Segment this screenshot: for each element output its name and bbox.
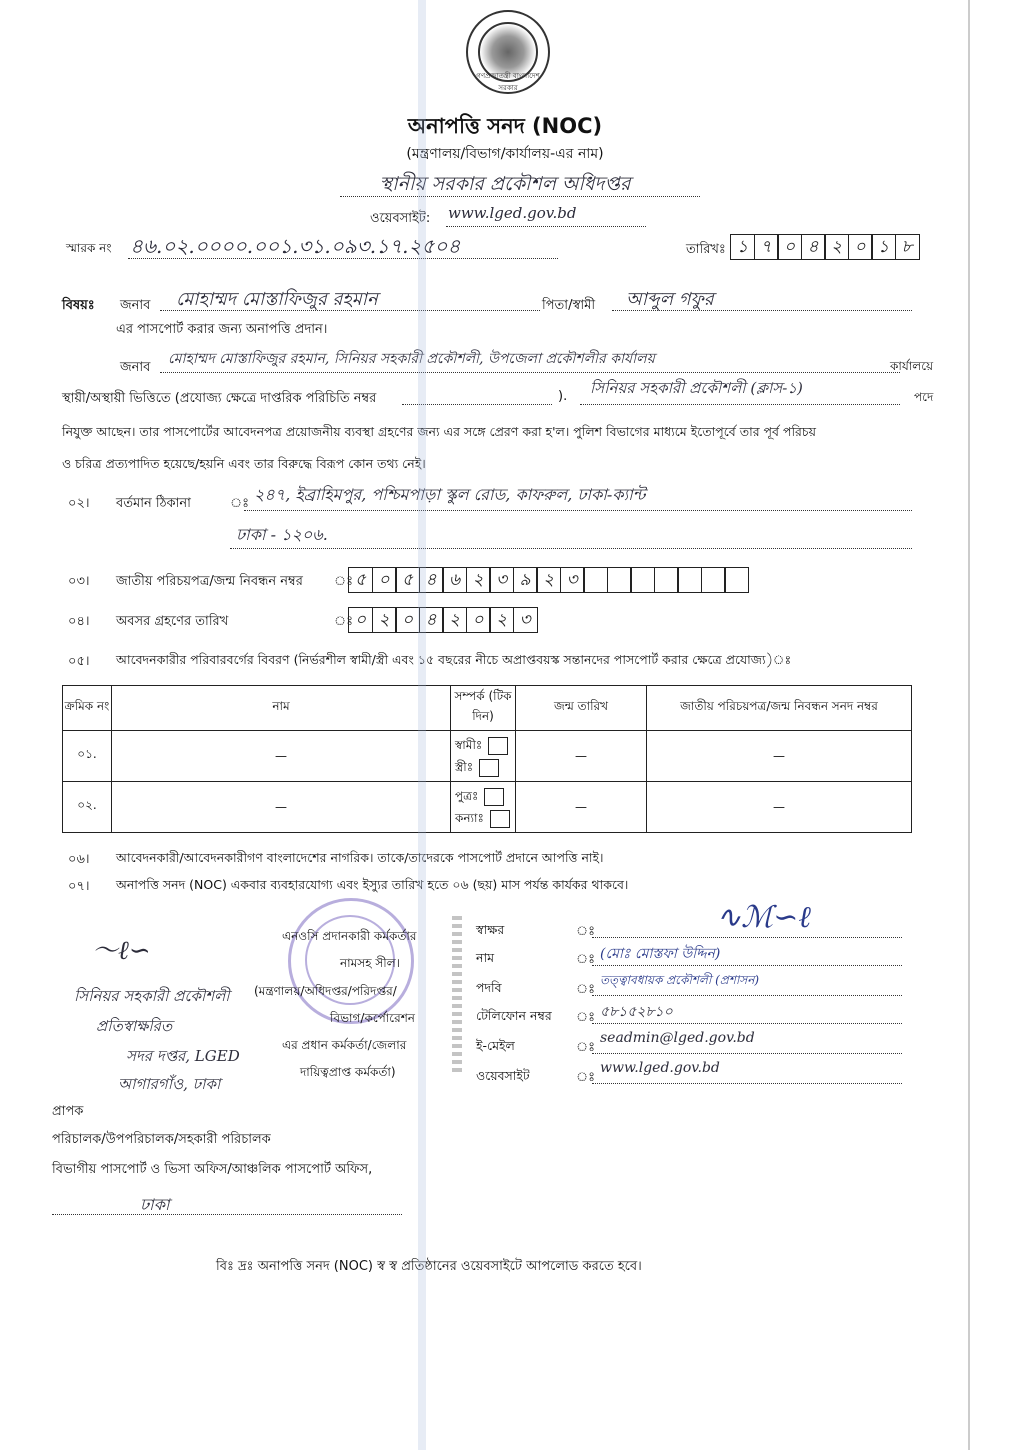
- hand-note-line-2: প্রতিস্বাক্ষরিত: [96, 1017, 173, 1035]
- date-label: তারিখঃ: [686, 242, 726, 257]
- digit-box: ১: [871, 234, 896, 260]
- signatory-field-value: ৫৮১৫২৮১০: [600, 1004, 673, 1020]
- digit-box: ৪: [419, 567, 444, 593]
- signatory-field-value: (মোঃ মোস্তফা উদ্দিন): [600, 946, 721, 962]
- address-label: বর্তমান ঠিকানা: [116, 496, 191, 511]
- digit-box: [607, 567, 632, 593]
- hand-note-line-1: সিনিয়র সহকারী প্রকৌশলী: [74, 987, 230, 1005]
- signatory-field-value: seadmin@lged.gov.bd: [600, 1030, 755, 1046]
- digit-box: ২: [372, 607, 397, 633]
- signatory-line-4: বিভাগ/কর্পোরেশন: [330, 1011, 415, 1025]
- scan-edge-line: [968, 0, 970, 1450]
- item-2-number: ০২।: [68, 496, 90, 511]
- document-subtitle: (মন্ত্রণালয়/বিভাগ/কার্যালয়-এর নাম): [406, 146, 604, 162]
- subject-line2: এর পাসপোর্ট করার জন্য অনাপত্তি প্রদান।: [116, 322, 328, 337]
- signatory-line-6: দায়িত্বপ্রাপ্ত কর্মকর্তা): [300, 1065, 396, 1079]
- digit-box: ০: [848, 234, 873, 260]
- officer-signature: ∿ℳ∽ℓ: [716, 900, 811, 935]
- signatory-field-value: www.lged.gov.bd: [600, 1060, 720, 1076]
- signatory-line-5: এর প্রধান কর্মকর্তা/জেলার: [282, 1038, 407, 1052]
- nid-boxes: [348, 567, 748, 593]
- father-label: পিতা/স্বামী: [542, 298, 596, 313]
- memo-label: স্মারক নং: [66, 241, 112, 255]
- signatory-field-colon: ঃ: [576, 1040, 596, 1055]
- janab-label-2: জনাব: [120, 360, 151, 375]
- office-suffix: কার্যালয়ে: [890, 359, 934, 373]
- government-seal: [466, 10, 550, 94]
- digit-box: ৩: [560, 567, 585, 593]
- digit-box: ৮: [895, 234, 920, 260]
- digit-box: ২: [824, 234, 849, 260]
- digit-box: [677, 567, 702, 593]
- husband-checkbox[interactable]: [488, 737, 508, 755]
- header-serial: ক্রমিক নং: [63, 686, 112, 731]
- family-table-header: [63, 686, 912, 731]
- row-nid: —: [647, 782, 912, 833]
- digit-box: [583, 567, 608, 593]
- digit-box: ০: [348, 607, 373, 633]
- digit-box: ৪: [419, 607, 444, 633]
- janab-label: জনাব: [120, 298, 151, 313]
- signatory-field-label: ই-মেইল: [476, 1038, 515, 1053]
- retirement-colon: ঃ: [334, 614, 354, 629]
- countersign-scribble: 〜ℓ∽: [92, 936, 151, 966]
- table-row: [63, 782, 912, 833]
- relation-wife-label: স্ত্রীঃ: [455, 760, 474, 774]
- footer-note: বিঃ দ্রঃ অনাপত্তি সনদ (NOC) স্ব স্ব প্রতিষ্ঠানের ওয়েবসাইটে আপলোড করতে হবে।: [216, 1259, 642, 1274]
- website-label: ওয়েবসাইট:: [370, 211, 431, 226]
- address-line-1: ২৪৭, ইব্রাহিমপুর, পশ্চিমপাড়া স্কুল রোড, কাফরুল, ঢাকা-ক্যান্ট: [254, 485, 646, 504]
- digit-box: ৫: [348, 567, 373, 593]
- pode-label: পদে: [914, 390, 934, 404]
- digit-box: ৯: [513, 567, 538, 593]
- designation: সিনিয়র সহকারী প্রকৌশলী (ক্লাস-১): [590, 379, 803, 397]
- digit-box: ১: [730, 234, 755, 260]
- signatory-field-colon: ঃ: [576, 1010, 596, 1025]
- digit-box: [654, 567, 679, 593]
- table-row: [63, 731, 912, 782]
- row-serial: ০১.: [63, 731, 112, 782]
- website-value: www.lged.gov.bd: [448, 204, 577, 222]
- signatory-field-label: স্বাক্ষর: [476, 922, 505, 937]
- officer-details: মোহাম্মদ মোস্তাফিজুর রহমান, সিনিয়র সহকারী প্রকৌশলী, উপজেলা প্রকৌশলীর কার্যালয়: [168, 351, 655, 367]
- signatory-field-colon: ঃ: [576, 1070, 596, 1085]
- digit-box: ২: [442, 607, 467, 633]
- signatory-line-1: এনওসি প্রদানকারী কর্মকর্তার: [282, 929, 417, 943]
- item-7-number: ০৭।: [68, 879, 90, 894]
- subject-line6: ও চরিত্র প্রত্যপাদিত হয়েছে/হয়নি এবং তার বিরুদ্ধে বিরূপ কোন তথ্য নেই।: [62, 456, 426, 471]
- signatory-field-colon: ঃ: [576, 982, 596, 997]
- wife-checkbox[interactable]: [479, 759, 499, 777]
- daughter-checkbox[interactable]: [490, 810, 510, 828]
- applicant-name: মোহাম্মদ মোস্তাফিজুর রহমান: [176, 289, 378, 310]
- subject-label: বিষয়ঃ: [62, 298, 95, 313]
- seal-text: গণপ্রজাতন্ত্রী বাংলাদেশ সরকার: [476, 72, 540, 92]
- digit-box: ৩: [489, 567, 514, 593]
- row-nid: —: [647, 731, 912, 782]
- recipient-line-2: বিভাগীয় পাসপোর্ট ও ভিসা অফিস/আঞ্চলিক পাসপোর্ট অফিস,: [52, 1162, 373, 1177]
- digit-box: [630, 567, 655, 593]
- retirement-date-boxes: [348, 607, 536, 633]
- citizenship-statement: আবেদনকারী/আবেদনকারীগণ বাংলাদেশের নাগরিক। তাকে/তাদেরকে পাসপোর্ট প্রদানে আপত্তি নাই।: [116, 850, 604, 865]
- digit-box: [724, 567, 749, 593]
- son-checkbox[interactable]: [484, 788, 504, 806]
- signatory-field-value: তত্ত্বাবধায়ক প্রকৌশলী (প্রশাসন): [600, 973, 760, 987]
- scan-fold-line: [418, 0, 426, 1450]
- father-name: আব্দুল গফুর: [626, 289, 714, 310]
- recipient-city: ঢাকা: [140, 1195, 170, 1214]
- digit-box: ০: [372, 567, 397, 593]
- retirement-label: অবসর গ্রহণের তারিখ: [116, 614, 229, 629]
- header-name: নাম: [112, 686, 451, 731]
- recipient-line-1: পরিচালক/উপপরিচালক/সহকারী পরিচালক: [52, 1132, 271, 1147]
- digit-box: ৬: [442, 567, 467, 593]
- row-dob: —: [516, 782, 647, 833]
- item-3-number: ০৩।: [68, 574, 90, 589]
- row-serial: ০২.: [63, 782, 112, 833]
- row-name: —: [112, 731, 451, 782]
- digit-box: ০: [777, 234, 802, 260]
- relation-husband-label: স্বামীঃ: [455, 738, 483, 752]
- item-5-number: ০৫।: [68, 654, 90, 669]
- family-description-label: আবেদনকারীর পরিবারবর্গের বিবরণ (নির্ভরশীল স্বামী/স্ত্রী এবং ১৫ বছরের নীচে অপ্রাপ্তবয়স্ক সন্তানদের পাসপোর্ট করার ক্ষেত্রে প্রযোজ্য)ঃ: [116, 652, 792, 667]
- subject-line5: নিযুক্ত আছেন। তার পাসপোর্টের আবেদনপত্র প্রয়োজনীয় ব্যবস্থা গ্রহণের জন্য এর সঙ্গে প্রেরণ করা হ'ল। পুলিশ বিভাগের মাধ্যমে ইতোপূর্বে তার পূর্ব পরিচয়: [62, 424, 817, 439]
- subject-line4: স্থায়ী/অস্থায়ী ভিত্তিতে (প্রযোজ্য ক্ষেত্রে দাপ্তরিক পরিচিতি নম্বর: [62, 391, 377, 406]
- digit-box: ২: [536, 567, 561, 593]
- digit-box: ২: [466, 567, 491, 593]
- digit-box: ৪: [801, 234, 826, 260]
- signatory-line-3: (মন্ত্রণালয়/অধিদপ্তর/পরিদপ্তর/: [254, 984, 397, 998]
- signatory-field-label: পদবি: [476, 980, 502, 995]
- header-nid: জাতীয় পরিচয়পত্র/জন্ম নিবন্ধন সনদ নম্বর: [647, 686, 912, 731]
- signatory-field-label: নাম: [476, 950, 495, 965]
- relation-daughter-label: কন্যাঃ: [455, 811, 484, 825]
- digit-box: ৭: [754, 234, 779, 260]
- digit-box: ৫: [395, 567, 420, 593]
- validity-statement: অনাপত্তি সনদ (NOC) একবার ব্যবহারযোগ্য এবং ইস্যুর তারিখ হতে ০৬ (ছয়) মাস পর্যন্ত কার্যকর থাকবে।: [116, 877, 629, 892]
- relation-son-label: পুত্রঃ: [455, 789, 479, 803]
- nid-colon: ঃ: [334, 574, 354, 589]
- document-title: অনাপত্তি সনদ (NOC): [407, 114, 603, 138]
- signatory-field-colon: ঃ: [576, 952, 596, 967]
- address-line-2: ঢাকা - ১২০৬.: [236, 525, 328, 544]
- hand-note-line-3: সদর দপ্তর, LGED: [126, 1047, 240, 1065]
- item-4-number: ০৪।: [68, 614, 90, 629]
- header-relation: সম্পর্ক (টিক দিন): [451, 686, 516, 731]
- signatory-field-colon: ঃ: [576, 924, 596, 939]
- hand-note-line-4: আগারগাঁও, ঢাকা: [118, 1075, 221, 1093]
- signatory-line-2: নামসহ সীল।: [340, 956, 400, 970]
- row-dob: —: [516, 731, 647, 782]
- date-boxes: [730, 234, 918, 260]
- signatory-field-label: ওয়েবসাইট: [476, 1068, 530, 1083]
- memo-number: ৪৬.০২.০০০০.০০১.৩১.০৯৩.১৭.২৫০৪: [130, 234, 461, 258]
- subject-line4-close: ).: [558, 389, 568, 404]
- header-dob: জন্ম তারিখ: [516, 686, 647, 731]
- recipient-label: প্রাপক: [52, 1104, 84, 1119]
- nid-label: জাতীয় পরিচয়পত্র/জন্ম নিবন্ধন নম্বর: [116, 574, 303, 589]
- digit-box: ৩: [513, 607, 538, 633]
- address-colon: ঃ: [230, 496, 250, 511]
- item-6-number: ০৬।: [68, 852, 90, 867]
- digit-box: ০: [466, 607, 491, 633]
- family-table: [62, 685, 912, 833]
- digit-box: ২: [489, 607, 514, 633]
- digit-box: [701, 567, 726, 593]
- signatory-field-label: টেলিফোন নম্বর: [476, 1008, 552, 1023]
- office-name: স্থানীয় সরকার প্রকৌশল অধিদপ্তর: [379, 173, 631, 195]
- digit-box: ০: [395, 607, 420, 633]
- row-name: —: [112, 782, 451, 833]
- side-stamp-strip: [452, 916, 462, 1076]
